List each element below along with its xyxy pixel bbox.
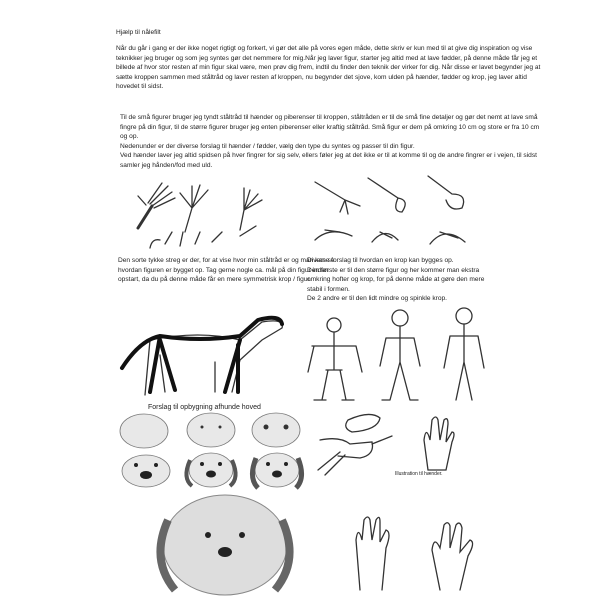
hands-caption: Illustration til hænder. [395,471,443,477]
hand-felt-4 [356,517,389,590]
page-title: Hjælp til nålefilt [116,29,161,36]
hand-felt-1 [346,414,380,432]
hands-paragraph: Ved hænder laver jeg altid spidsen på hver fingrer for sig selv, ellers føler jeg at det ikke er til at komme til og de andre fingrer er i vejen, til sidst samler jeg hånden/fod med uld. [120,152,537,169]
body-paragraph: Den første er til den større figur og her kommer man ekstra omkring hofter og krop, for på denne måde at gøre den mere stabil i formen. [307,266,485,293]
hands-paragraph: Til de små figurer bruger jeg tyndt ståltråd til hænder og piberenser til kroppen, ståltråden er til de små fine detaljer og gør det nemt at lave små fingre på din figur, til de større figurer bruger jeg enten piberenser eller kraftig ståltråd. Små figur er dem på omkring 10 cm og store er fra 10 cm og op. [120,114,540,141]
hand-felt-2 [318,436,392,475]
intro-paragraph: Når du går i gang er der ikke noget rigtigt og forkert, vi gør det alle på vores egen måde, dette skriv er kun med til at give dig inspiration og vise teknikker jeg bruger og som jeg syntes gør det nemmere for mig.Når jeg laver figur, starter jeg altid med at lave fødder, på denne måde får jeg et billede af hvor stor resten af min figur skal være, men prøv dig frem, indtil du finder den teknik der virker for dig. Når disse er lavet begynder jeg at sætte kroppen sammen med ståltråd og laver resten af kroppen, nu begynder det sjove, kom ulden på hænder, fødder og krop, jeg laver altid hovedet til sidst. [116,45,541,91]
hand-felt-3 [424,417,454,470]
left-column-text: Den sorte tykke streg er der, for at vise hvor min ståltråd er og man kan se hvordan figuren er bygget op. Tag gerne nogle ca. mål på din figur inden opstart, da du på denne måde får en mere symmetrisk krop / figur. [118,257,335,284]
hand-felt-5 [432,523,473,590]
body-paragraph: De 2 andre er til den lidt mindre og spinkle krop. [307,295,448,303]
dog-head-caption: Forslag til opbygning afhunde hoved [148,404,261,411]
body-paragraph: Diverse forslag til hvordan en krop kan bygges op. [307,257,454,264]
hands-paragraph: Nedenunder er der diverse forslag til hænder / fødder, vælg den type du syntes og passer til din figur. [120,142,415,150]
